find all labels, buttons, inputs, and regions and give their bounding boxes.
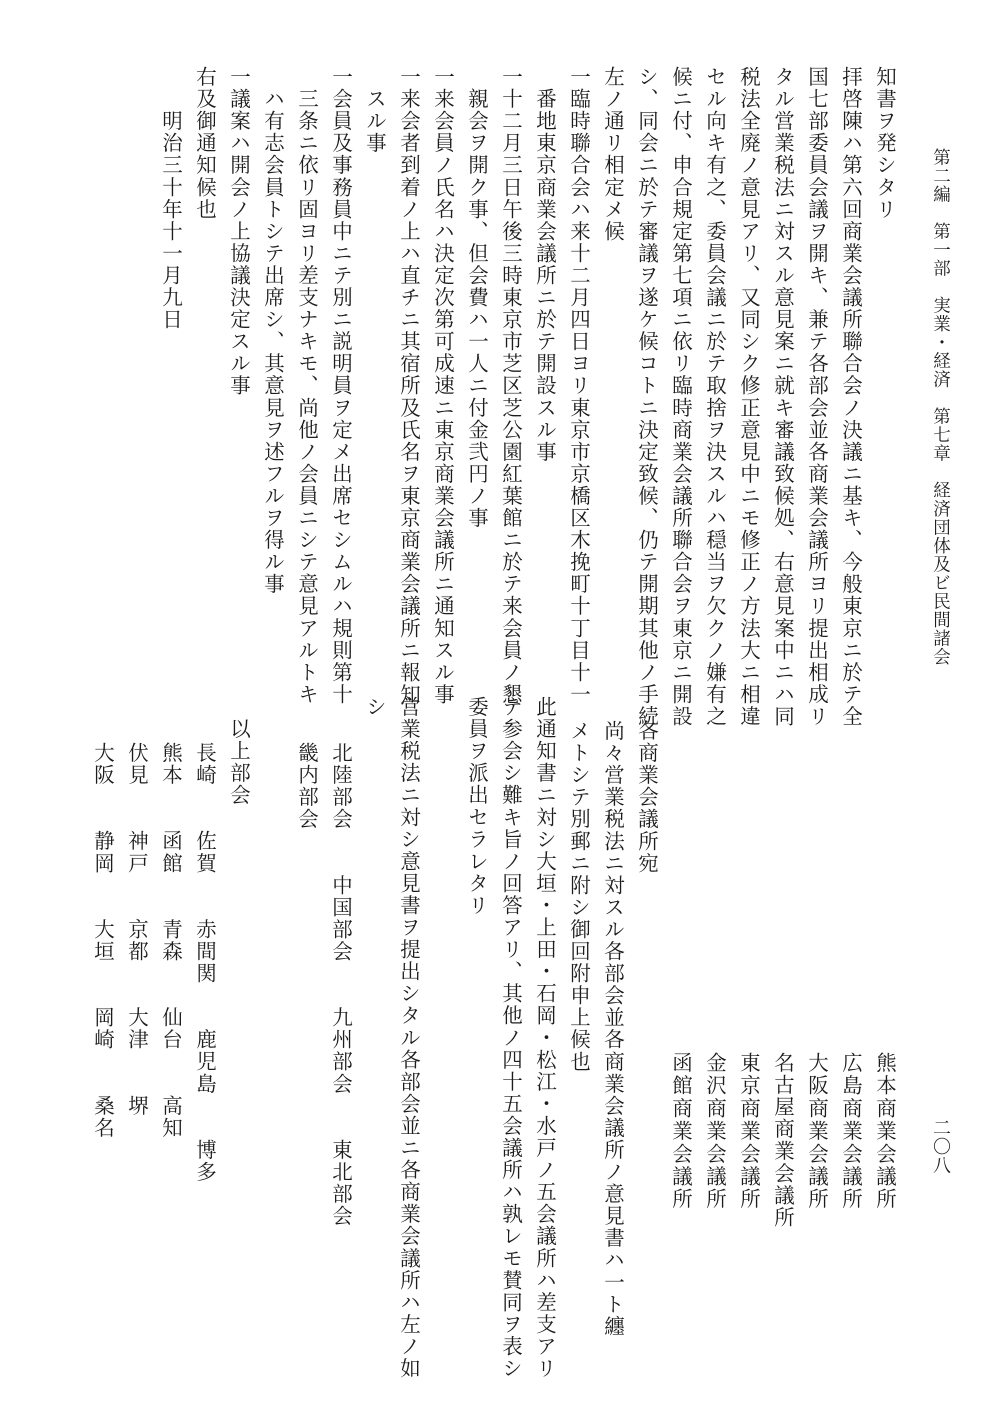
text-line: 委員ヲ派出セラレタリ bbox=[464, 696, 489, 917]
sender-name: 広島商業会議所 bbox=[838, 1052, 863, 1211]
sender-name: 大阪商業会議所 bbox=[804, 1052, 829, 1211]
text-line: 営業税法ニ対シ意見書ヲ提出シタル各部会並ニ各商業会議所ハ左ノ如 bbox=[396, 696, 421, 1380]
date-line: 明治三十年十一月九日 bbox=[158, 66, 183, 331]
text-line: メトシテ別郵ニ附シ御回附申上候也 bbox=[566, 720, 591, 1073]
text-line: 右及御通知候也 bbox=[192, 66, 217, 221]
sender-name: 熊本商業会議所 bbox=[872, 1052, 897, 1211]
sender-name: 名古屋商業会議所 bbox=[770, 1052, 795, 1229]
text-line: 伏見 神戸 京都 大津 堺 bbox=[124, 742, 149, 1117]
text-line: 一来会員ノ氏名ハ決定次第可成速ニ東京商業会議所ニ通知スル事 bbox=[430, 66, 455, 706]
text-line: 候ニ付、申合規定第七項ニ依リ臨時商業会議所聯合会ヲ東京ニ開設 bbox=[668, 66, 693, 728]
text-line: 知書ヲ発シタリ bbox=[872, 66, 897, 221]
text-line: 拝啓陳ハ第六回商業会議所聯合会ノ決議ニ基キ、今般東京ニ於テ全 bbox=[838, 66, 863, 728]
text-line: 親会ヲ開ク事、但会費ハ一人ニ付金弐円ノ事 bbox=[464, 66, 489, 530]
sender-name: 東京商業会議所 bbox=[736, 1052, 761, 1211]
text-line: 三条ニ依リ固ヨリ差支ナキモ、尚他ノ会員ニシテ意見アルトキ bbox=[294, 66, 319, 706]
text-line: タル営業税法ニ対スル意見案ニ就キ審議致候処、右意見案中ニハ同 bbox=[770, 66, 795, 728]
text-line: 左ノ通リ相定メ候 bbox=[600, 66, 625, 243]
text-line: 畿内部会 bbox=[294, 742, 319, 831]
text-line: 一臨時聯合会ハ来十二月四日ヨリ東京市京橋区木挽町十丁目十一 bbox=[566, 66, 591, 706]
text-line: 一来会者到着ノ上ハ直チニ其宿所及氏名ヲ東京商業会議所ニ報知 bbox=[396, 66, 421, 706]
text-line: ハ有志会員トシテ出席シ、其意見ヲ述フルヲ得ル事 bbox=[260, 66, 285, 596]
text-line: 尚々営業税法ニ対スル各部会並各商業会議所ノ意見書ハ一ト纏 bbox=[600, 720, 625, 1338]
addressee: 各商業会議所宛 bbox=[634, 720, 659, 875]
running-head: 第二編 第一部 実業・経済 第七章 経済団体及ビ民間諸会 bbox=[930, 148, 951, 666]
text-line: スル事 bbox=[362, 66, 387, 155]
text-line: セル向キ有之、委員会議ニ於テ取捨ヲ決スルハ穏当ヲ欠クノ嫌有之 bbox=[702, 66, 727, 728]
text-line: 大阪 静岡 大垣 岡崎 桑名 bbox=[90, 742, 115, 1139]
text-line: 以上部会 bbox=[226, 718, 251, 807]
sender-name: 函館商業会議所 bbox=[668, 1052, 693, 1211]
text-line: 一十二月三日午後三時東京市芝区芝公園紅葉館ニ於テ来会員ノ懇 bbox=[498, 66, 523, 706]
text-line: シ、同会ニ於テ審議ヲ遂ケ候コトニ決定致候、仍テ開期其他ノ手続 bbox=[634, 66, 659, 728]
text-line: 税法全廃ノ意見アリ、又同シク修正意見中ニモ修正ノ方法大ニ相違 bbox=[736, 66, 761, 728]
text-line: 熊本 函館 青森 仙台 高知 bbox=[158, 742, 183, 1139]
text-line: 一会員及事務員中ニテ別ニ説明員ヲ定メ出席セシムルハ規則第十 bbox=[328, 66, 353, 706]
text-line: 北陸部会 中国部会 九州部会 東北部会 bbox=[328, 742, 353, 1228]
text-line: シ bbox=[362, 696, 387, 719]
text-line: 此通知書ニ対シ大垣・上田・石岡・松江・水戸ノ五会議所ハ差支アリ bbox=[532, 696, 557, 1380]
text-line: 長崎 佐賀 赤間関 鹿児島 博多 bbox=[192, 742, 217, 1183]
text-line: 番地東京商業会議所ニ於テ開設スル事 bbox=[532, 66, 557, 463]
text-line: テ参会シ難キ旨ノ回答アリ、其他ノ四十五会議所ハ孰レモ賛同ヲ表シ bbox=[498, 696, 523, 1380]
page-number: 二〇八 bbox=[930, 1118, 951, 1175]
text-line: 国七部委員会議ヲ開キ、兼テ各部会並各商業会議所ヨリ提出相成リ bbox=[804, 66, 829, 728]
text-line: 一議案ハ開会ノ上協議決定スル事 bbox=[226, 66, 251, 397]
sender-name: 金沢商業会議所 bbox=[702, 1052, 727, 1211]
